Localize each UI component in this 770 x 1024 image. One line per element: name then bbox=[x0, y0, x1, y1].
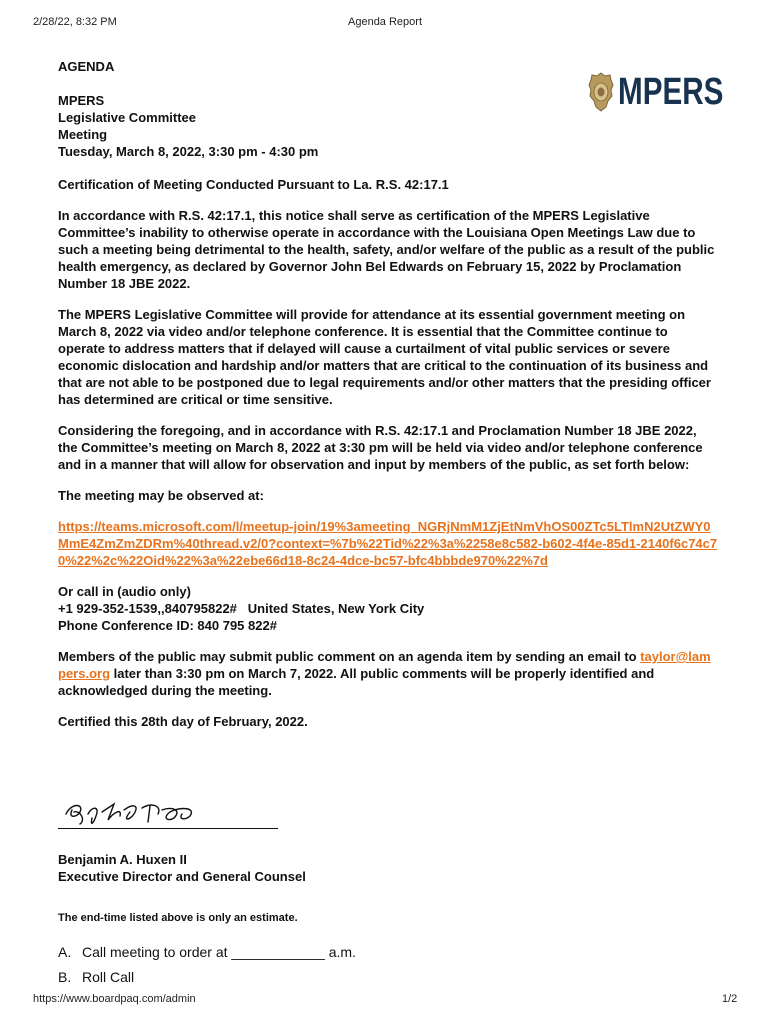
signature-line bbox=[58, 828, 278, 829]
print-datetime: 2/28/22, 8:32 PM bbox=[33, 16, 117, 28]
public-comment-paragraph bbox=[58, 648, 718, 699]
email-link[interactable]: taylor@lampers.org bbox=[58, 649, 711, 681]
agenda-item bbox=[58, 965, 356, 990]
logo-text: MPERS bbox=[618, 71, 724, 113]
signature bbox=[58, 798, 278, 834]
print-title: Agenda Report bbox=[348, 16, 422, 28]
comment-text-after: later than 3:30 pm on March 7, 2022. All public comments will be properly identified and acknowledged during the meeting. bbox=[58, 666, 655, 698]
item-text: Roll Call bbox=[82, 969, 135, 985]
org-name: MPERS bbox=[58, 93, 105, 108]
agenda-body bbox=[58, 58, 718, 730]
call-in-label: Or call in (audio only) bbox=[58, 584, 191, 599]
page-number: 1/2 bbox=[722, 993, 738, 1005]
signatory-block bbox=[58, 851, 306, 885]
agenda-label: AGENDA bbox=[58, 59, 115, 74]
observe-label: The meeting may be observed at: bbox=[58, 488, 264, 503]
paragraph-1: In accordance with R.S. 42:17.1, this notice shall serve as certification of the MPERS Legislative Committee’s inability to otherwise operate in accordance with the Louisiana Open Meetings Law due to such a meeting being detrimental to the health, safety, and/or welfare of the public as a result of the public health emergency, as declared by Governor John Bel Edwards on February 15, 2022 by Proclamation Number 18 JBE 2022. bbox=[58, 208, 715, 291]
committee-name: Legislative Committee bbox=[58, 110, 196, 125]
signatory-name: Benjamin A. Huxen II bbox=[58, 852, 187, 867]
footer-url: https://www.boardpaq.com/admin bbox=[33, 993, 196, 1005]
certified-line: Certified this 28th day of February, 2022. bbox=[58, 714, 308, 729]
item-letter: B. bbox=[58, 969, 72, 985]
meeting-label: Meeting bbox=[58, 127, 108, 142]
signatory-title: Executive Director and General Counsel bbox=[58, 869, 306, 884]
item-text: Call meeting to order at ____________ a.m. bbox=[82, 944, 356, 960]
paragraph-2: The MPERS Legislative Committee will provide for attendance at its essential government meeting on March 8, 2022 via video and/or telephone conference. It is essential that the Committee continue to operate to address matters that if delayed will cause a curtailment of vital public services or severe economic dislocation and hardship and/or matters that are critical to the continuation of its business and that are not able to be postponed due to legal requirements and/or other matters that the presiding officer has determined are critical or time sensitive. bbox=[58, 307, 711, 407]
conference-id: Phone Conference ID: 840 795 822# bbox=[58, 618, 277, 633]
certification-title: Certification of Meeting Conducted Pursuant to La. R.S. 42:17.1 bbox=[58, 177, 449, 192]
signature-scribble bbox=[62, 798, 222, 830]
meeting-datetime: Tuesday, March 8, 2022, 3:30 pm - 4:30 pm bbox=[58, 144, 319, 159]
agenda-items bbox=[58, 940, 356, 990]
agenda-item bbox=[58, 940, 356, 965]
teams-meeting-link[interactable]: https://teams.microsoft.com/l/meetup-join/19%3ameeting_NGRjNmM1ZjEtNmVhOS00ZTc5LTlmN2UtZWY0MmE4ZmZmZDRm%40thread.v2/0?context=%7b%22Tid%22%3a%2258e8c582-b602-4f4e-85d1-2140f6c74c70%22%2c%22Oid%22%3a%22ebe66d18-8c24-4dce-bc57-bfc4bbbde970%22%7d bbox=[58, 519, 718, 568]
paragraph-3: Considering the foregoing, and in accordance with R.S. 42:17.1 and Proclamation Number 18 JBE 2022, the Committee’s meeting on March 8, 2022 at 3:30 pm will be held via video and/or telephone conference and in a manner that will allow for observation and input by members of the public, as set forth below: bbox=[58, 423, 703, 472]
end-time-note: The end-time listed above is only an estimate. bbox=[58, 912, 298, 924]
comment-text-before: Members of the public may submit public comment on an agenda item by sending an email to bbox=[58, 649, 641, 664]
item-letter: A. bbox=[58, 944, 72, 960]
call-in-number: +1 929-352-1539,,840795822# United States, New York City bbox=[58, 601, 425, 616]
